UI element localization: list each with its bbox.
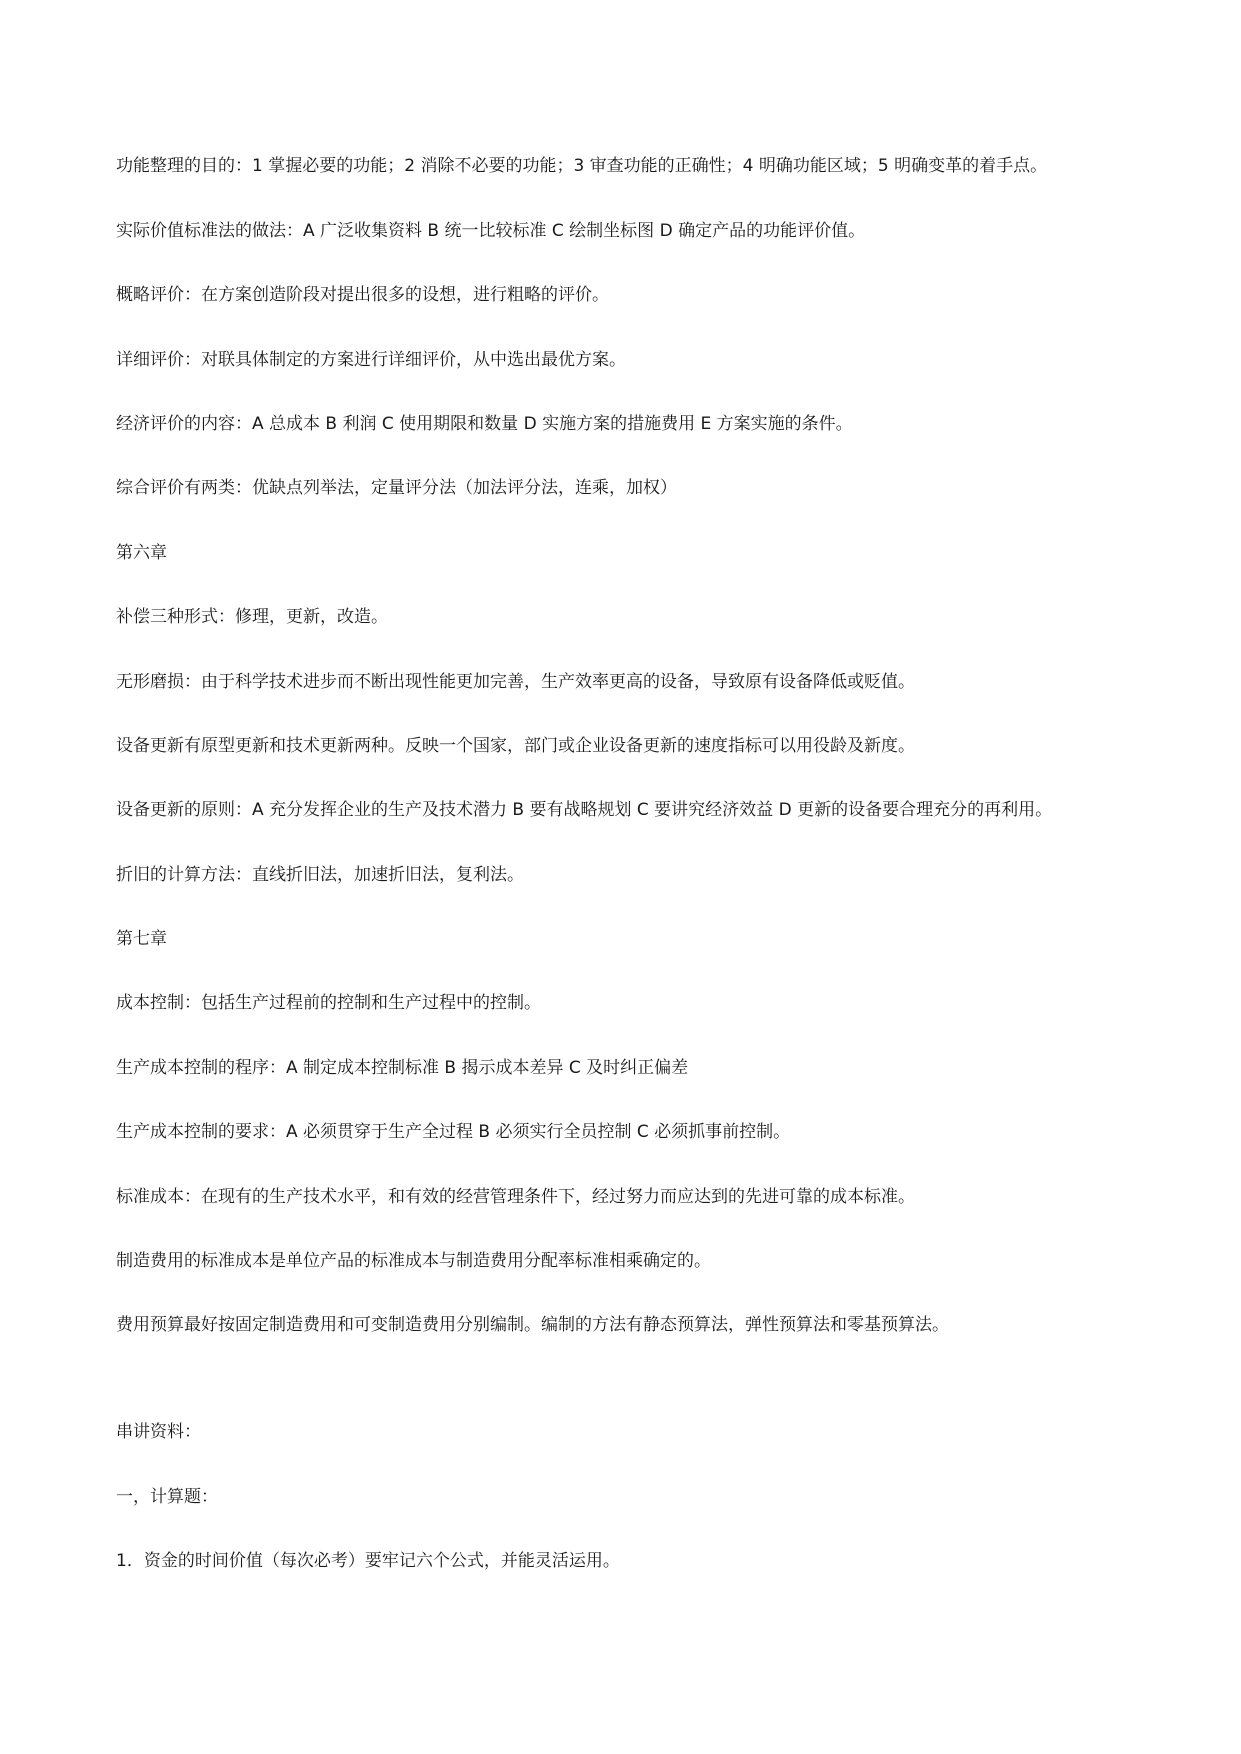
paragraph-intangible-wear: 无形磨损：由于科学技术进步而不断出现性能更加完善，生产效率更高的设备，导致原有设备降低或贬值。	[116, 672, 915, 692]
paragraph-cost-control-procedure: 生产成本控制的程序：A 制定成本控制标准 B 揭示成本差异 C 及时纠正偏差	[116, 1058, 689, 1078]
paragraph-depreciation-methods: 折旧的计算方法：直线折旧法，加速折旧法，复利法。	[116, 865, 524, 885]
paragraph-comprehensive-evaluation: 综合评价有两类：优缺点列举法，定量评分法（加法评分法，连乘，加权）	[116, 478, 677, 498]
paragraph-cost-control-requirements: 生产成本控制的要求：A 必须贯穿于生产全过程 B 必须实行全员控制 C 必须抓事前控制。	[116, 1122, 791, 1142]
section-heading-calculation-questions: 一，计算题：	[116, 1487, 218, 1507]
paragraph-actual-value-standard-method: 实际价值标准法的做法：A 广泛收集资料 B 统一比较标准 C 绘制坐标图 D 确定产品的功能评价值。	[116, 221, 866, 241]
chapter-heading-seven: 第七章	[116, 929, 167, 949]
paragraph-detailed-evaluation: 详细评价：对联具体制定的方案进行详细评价，从中选出最优方案。	[116, 350, 626, 370]
paragraph-rough-evaluation: 概略评价：在方案创造阶段对提出很多的设想，进行粗略的评价。	[116, 285, 609, 305]
paragraph-equipment-renewal-types: 设备更新有原型更新和技术更新两种。反映一个国家，部门或企业设备更新的速度指标可以用役龄及新度。	[116, 736, 915, 756]
paragraph-standard-cost: 标准成本：在现有的生产技术水平，和有效的经营管理条件下，经过努力而应达到的先进可靠的成本标准。	[116, 1187, 915, 1207]
paragraph-time-value-of-money: 1．资金的时间价值（每次必考）要牢记六个公式，并能灵活运用。	[116, 1551, 620, 1571]
chapter-heading-six: 第六章	[116, 543, 167, 563]
section-heading-review-materials: 串讲资料：	[116, 1422, 201, 1442]
paragraph-manufacturing-overhead-standard-cost: 制造费用的标准成本是单位产品的标准成本与制造费用分配率标准相乘确定的。	[116, 1251, 711, 1271]
paragraph-cost-control: 成本控制：包括生产过程前的控制和生产过程中的控制。	[116, 993, 541, 1013]
paragraph-expense-budget: 费用预算最好按固定制造费用和可变制造费用分别编制。编制的方法有静态预算法，弹性预算法和零基预算法。	[116, 1315, 949, 1335]
paragraph-economic-evaluation-content: 经济评价的内容：A 总成本 B 利润 C 使用期限和数量 D 实施方案的措施费用 E 方案实施的条件。	[116, 414, 853, 434]
paragraph-compensation-forms: 补偿三种形式：修理，更新，改造。	[116, 607, 388, 627]
paragraph-function-organization-purpose: 功能整理的目的：1 掌握必要的功能；2 消除不必要的功能；3 审查功能的正确性；4 明确功能区域；5 明确变革的着手点。	[116, 156, 1048, 176]
paragraph-equipment-renewal-principles: 设备更新的原则：A 充分发挥企业的生产及技术潜力 B 要有战略规划 C 要讲究经济效益 D 更新的设备要合理充分的再利用。	[116, 800, 1053, 820]
